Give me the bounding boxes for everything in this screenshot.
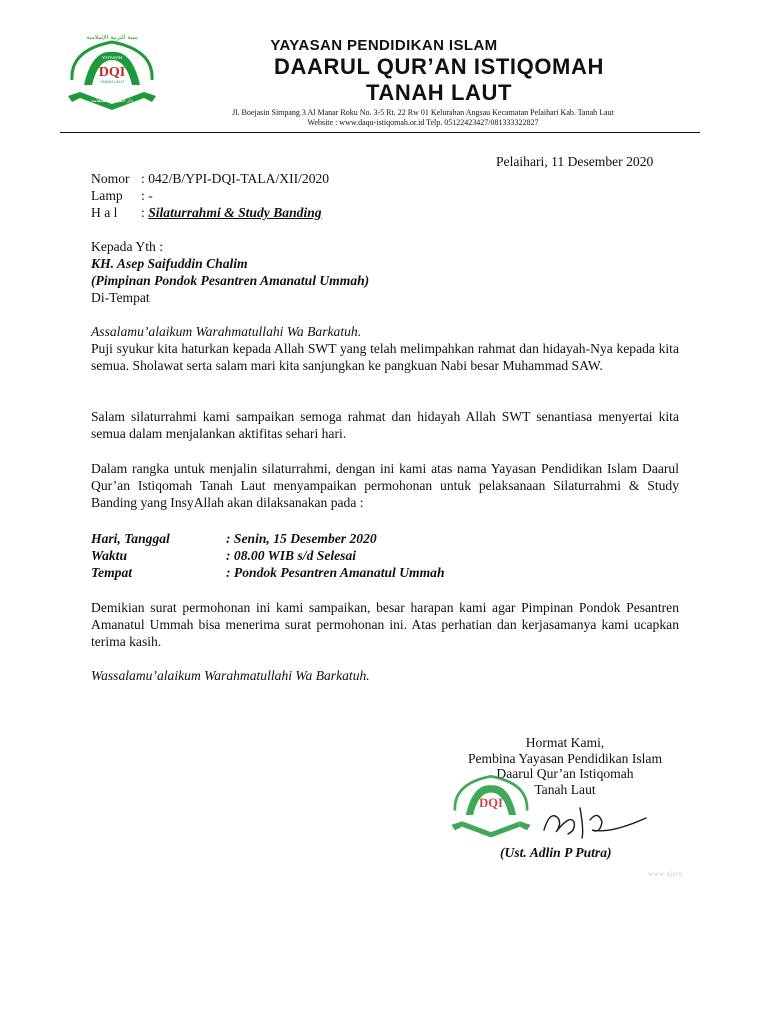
meta-value: 042/B/YPI-DQI-TALA/XII/2020 xyxy=(148,171,330,186)
paragraph-1: Puji syukur kita haturkan kepada Allah SWT yang telah melimpahkan rahmat dan hidayah-Nya kepada kita semua. Sholawat serta salam mari kita sanjungkan ke pangkuan Nabi besar Muhammad SAW. xyxy=(91,341,679,373)
meta-sep: : xyxy=(141,171,149,186)
letterhead-region: TANAH LAUT xyxy=(365,80,513,105)
letterhead-divider xyxy=(60,132,700,133)
foundation-stamp xyxy=(446,762,536,850)
meta-label: H a l xyxy=(91,205,118,220)
meta-sep: : xyxy=(141,188,149,203)
paragraph-4: Demikian surat permohonan ini kami sampaikan, besar harapan kami agar Pimpinan Pondok Pesantren Amanatul Ummah bisa menerima surat permohonan ini. Atas perhatian dan kerjasamanya kami ucapkan terima kasih. xyxy=(91,600,679,649)
handwritten-signature xyxy=(540,800,650,845)
detail-value: : 08.00 WIB s/d Selesai xyxy=(226,548,357,563)
recipient-name: KH. Asep Saifuddin Chalim xyxy=(91,256,248,271)
letter-date: Pelaihari, 11 Desember 2020 xyxy=(496,154,654,169)
logo-initials: DQI xyxy=(98,65,126,80)
signature-line-1: Hormat Kami, xyxy=(525,735,605,750)
recipient-place: Di-Tempat xyxy=(91,290,150,305)
meta-subject: Silaturrahmi & Study Banding xyxy=(148,205,322,220)
detail-row-place xyxy=(91,564,445,581)
detail-row-time xyxy=(91,547,356,564)
letterhead-address: Jl. Boejasin Simpang 3 Al Manar Roku No. 3-5 Rt. 22 Rw 01 Kelurahan Angsau Kecamatan Pelaihari Kab. Tanah Laut xyxy=(232,108,614,117)
letterhead-foundation-name: DAARUL QUR’AN ISTIQOMAH xyxy=(274,54,604,79)
detail-label: Waktu xyxy=(91,548,128,563)
meta-label: Lamp xyxy=(91,188,123,203)
letterhead-foundation-type: YAYASAN PENDIDIKAN ISLAM xyxy=(270,37,498,54)
logo-yayasan-text: YAYASAN xyxy=(101,55,123,60)
greeting: Assalamu’alaikum Warahmatullahi Wa Barkatuh. xyxy=(91,324,362,339)
meta-sep: : xyxy=(141,205,149,220)
paragraph-3: Dalam rangka untuk menjalin silaturrahmi, dengan ini kami atas nama Yayasan Pendidikan Islam Daarul Qur’an Istiqomah Tanah Laut menyampaikan permohonan untuk pelaksanaan Silaturrahmi & Study Banding yang InsyAllah akan dilaksanakan pada : xyxy=(91,461,679,510)
recipient-intro: Kepada Yth : xyxy=(91,239,163,254)
signer-name: (Ust. Adlin P Putra) xyxy=(500,845,612,860)
letterhead-contact: Website : www.daqu-istiqomah.or.id Telp. 05122423427/081333322827 xyxy=(307,118,539,127)
stamp-initials: DQI xyxy=(479,795,503,810)
detail-value: : Senin, 15 Desember 2020 xyxy=(226,531,377,546)
meta-row-nomor xyxy=(91,170,329,187)
paragraph-2: Salam silaturrahmi kami sampaikan semoga rahmat dan hidayah Allah SWT senantiasa menyertai kita semua dalam menjalankan aktifitas sehari hari. xyxy=(91,409,679,441)
signature-line-4: Tanah Laut xyxy=(534,781,596,797)
recipient-title: (Pimpinan Pondok Pesantren Amanatul Ummah) xyxy=(91,273,370,288)
signature-line-3: Daarul Qur’an Istiqomah xyxy=(496,766,634,781)
detail-label: Tempat xyxy=(91,565,133,580)
meta-label: Nomor xyxy=(91,171,130,186)
logo-arabic-top: بسة التربية الإسلامية xyxy=(86,34,138,41)
detail-value: : Pondok Pesantren Amanatul Ummah xyxy=(226,565,445,580)
signature-line-2: Pembina Yayasan Pendidikan Islam xyxy=(467,750,663,766)
faint-watermark: www.ajaru xyxy=(648,870,683,878)
logo-region-text: TANAH LAUT xyxy=(99,79,125,84)
meta-value: - xyxy=(148,188,153,203)
meta-row-lamp xyxy=(91,187,153,204)
detail-row-date xyxy=(91,530,377,547)
closing: Wassalamu’alaikum Warahmatullahi Wa Barkatuh. xyxy=(91,668,370,683)
logo-arabic-bottom: دار القرآن الاستقامة xyxy=(91,98,133,104)
letterhead-address-block xyxy=(158,108,688,128)
meta-row-hal xyxy=(91,204,322,221)
detail-label: Hari, Tanggal xyxy=(91,531,170,546)
